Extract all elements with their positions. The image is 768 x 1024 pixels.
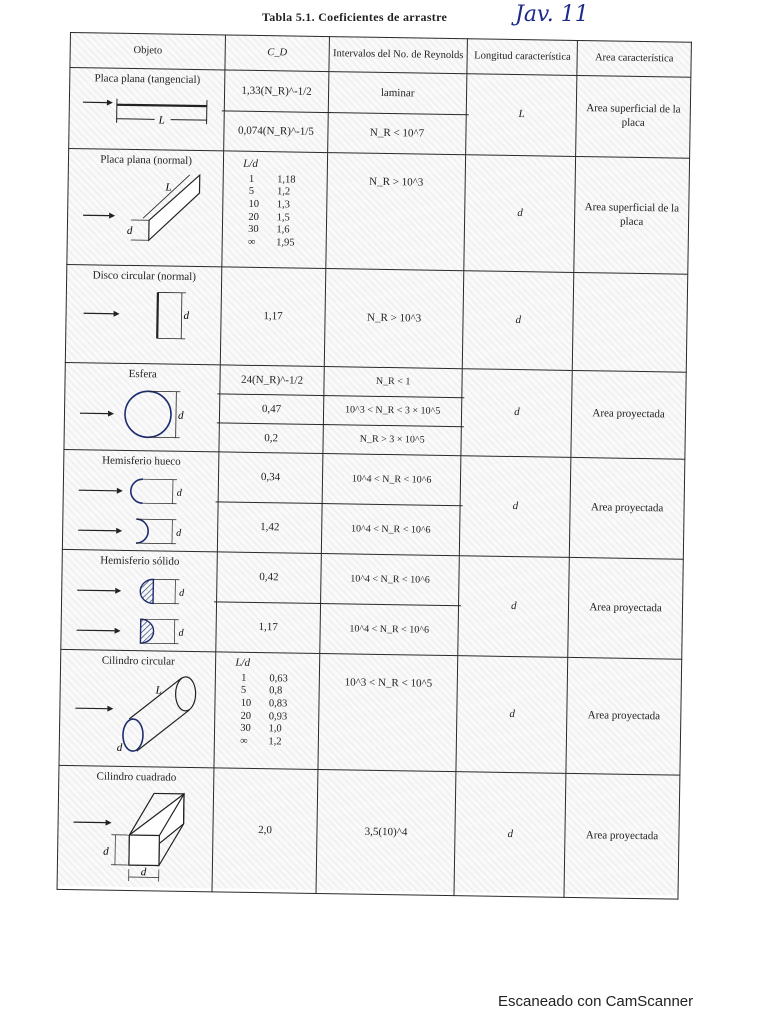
cd-value: 0,074(N_R)^-1/5 [238, 124, 314, 138]
range-value: 10^4 < N_R < 10^6 [349, 623, 430, 636]
ld-values-list [226, 173, 324, 250]
list-item: 30 1,6 [248, 223, 290, 236]
list-item: 5 0,8 [240, 685, 283, 697]
header-cd: C_D [225, 35, 329, 72]
range-cell [323, 367, 463, 456]
figure-label-d: d [140, 865, 147, 879]
flat-plate-normal-figure [75, 167, 216, 249]
range-value: N_R > 3 × 10^5 [359, 433, 425, 446]
object-name: Cilindro circular [101, 654, 175, 668]
scanner-watermark: Escaneado con CamScanner [498, 993, 694, 1010]
cd-value: 1,17 [258, 621, 278, 634]
square-cylinder-figure [65, 784, 207, 886]
cd-cell [222, 151, 327, 269]
list-item: 5 1,2 [248, 186, 291, 198]
length-cell: d [456, 656, 568, 774]
figure-label-d: d [178, 409, 184, 422]
figure-label-l: L [155, 684, 163, 697]
cd-value: 0,34 [260, 471, 281, 484]
table-row [64, 362, 686, 459]
area-cell: Area proyectada [566, 657, 682, 775]
cd-cell: 2,0 [212, 768, 317, 894]
figure-label-d: d [178, 627, 184, 639]
table-row [57, 765, 680, 899]
range-value: 10^4 < N_R < 10^6 [350, 573, 430, 586]
table-title: Tabla 5.1. Coeficientes de arrastre [262, 10, 448, 24]
cd-value: 24(N_R)^-1/2 [240, 373, 304, 387]
range-cell [320, 554, 460, 656]
object-name: Hemisferio hueco [102, 454, 181, 468]
figure-label-d: d [183, 309, 190, 322]
list-item: 10 1,3 [248, 198, 291, 211]
object-cell [62, 449, 219, 551]
range-cell: N_R > 10^3 [324, 269, 464, 369]
list-item: ∞ 1,95 [247, 236, 295, 249]
area-cell: Area proyectada [568, 557, 683, 659]
length-cell: d [463, 271, 574, 371]
header-area: Area característica [577, 40, 691, 77]
range-value: 10^4 < N_R < 10^6 [350, 523, 431, 536]
area-cell: Area proyectada [569, 457, 684, 559]
cd-cell [214, 652, 319, 770]
cd-value: 1,42 [260, 521, 280, 534]
object-cell [61, 549, 218, 651]
object-name: Disco circular (normal) [92, 269, 196, 284]
table-row [59, 649, 682, 775]
ld-header: L/d [235, 656, 251, 669]
area-cell [572, 272, 687, 372]
handwritten-note: Jav. 11 [515, 2, 589, 27]
cd-cell [219, 365, 324, 454]
flat-plate-tangential-figure [77, 86, 218, 130]
range-cell: N_R > 10^3 [326, 153, 466, 271]
range-cell [327, 72, 467, 155]
circular-cylinder-figure [67, 668, 208, 754]
header-objeto: Objeto [70, 33, 226, 70]
figure-label-d: d [116, 741, 123, 754]
ld-header: L/d [243, 157, 258, 170]
figure-label-l: L [158, 114, 165, 127]
range-cell [321, 454, 461, 556]
cd-cell [224, 70, 329, 153]
object-name: Placa plana (tangencial) [94, 72, 201, 87]
length-cell: L [466, 74, 577, 157]
figure-label-d: d [176, 487, 182, 499]
object-cell [64, 362, 221, 451]
cd-value: 0,2 [264, 432, 279, 445]
area-cell: Area proyectada [571, 370, 686, 459]
range-cell: 3,5(10)^4 [316, 769, 457, 895]
object-cell [69, 68, 226, 151]
length-cell: d [461, 369, 572, 458]
drag-coefficients-table [57, 32, 692, 896]
sphere-figure [72, 381, 213, 441]
area-cell: Area superficial de la placa [576, 75, 691, 158]
object-cell [59, 649, 216, 767]
length-cell: d [460, 456, 571, 558]
length-cell: d [464, 155, 576, 273]
table-row [61, 549, 683, 659]
list-item: ∞ 1,2 [240, 735, 282, 748]
length-cell: d [458, 556, 569, 658]
table-row [67, 148, 690, 274]
figure-label-d: d [126, 224, 133, 237]
range-value: laminar [380, 86, 415, 100]
object-name: Cilindro cuadrado [96, 770, 177, 784]
range-value: 10^4 < N_R < 10^6 [351, 473, 432, 486]
table-row [69, 68, 691, 159]
cd-value: 1,33(N_R)^-1/2 [241, 84, 312, 98]
range-cell: 10^3 < N_R < 10^5 [318, 653, 458, 771]
figure-label-l: L [165, 181, 172, 194]
length-cell: d [454, 772, 566, 898]
object-cell [67, 148, 224, 266]
table-row [65, 264, 687, 372]
range-value: N_R < 1 [375, 375, 411, 388]
header-longitud: Longitud característica [467, 39, 577, 76]
list-item: 20 0,93 [240, 710, 288, 723]
object-name: Placa plana (normal) [100, 153, 193, 167]
header-intervalos: Intervalos del No. de Reynolds [329, 37, 468, 74]
list-item: 1 1,18 [248, 173, 296, 186]
ld-values-list [218, 672, 316, 749]
object-name: Esfera [128, 367, 157, 381]
list-item: 10 0,83 [240, 697, 288, 710]
range-value: 10^3 < N_R < 3 × 10^5 [344, 404, 441, 417]
area-cell: Area superficial de la placa [574, 156, 690, 274]
object-cell [57, 765, 214, 891]
figure-label-d: d [176, 527, 182, 539]
table-row [62, 449, 684, 559]
solid-hemisphere-figure [68, 568, 209, 648]
cd-cell: 1,17 [221, 267, 326, 367]
figure-label-d: d [103, 845, 109, 858]
cd-value: 0,47 [261, 403, 282, 416]
figure-label-d: d [179, 587, 185, 599]
cd-value: 0,42 [259, 571, 279, 584]
area-cell: Area proyectada [564, 773, 680, 899]
range-value: N_R < 10^7 [369, 126, 425, 140]
hollow-hemisphere-figure [70, 468, 211, 548]
cd-cell [216, 552, 321, 654]
object-name: Hemisferio sólido [100, 554, 180, 568]
circular-disk-figure [73, 283, 214, 345]
object-cell [65, 264, 222, 364]
list-item: 20 1,5 [248, 211, 290, 224]
list-item: 1 0,63 [241, 672, 288, 685]
list-item: 30 1,0 [240, 722, 282, 735]
cd-cell [218, 452, 323, 554]
